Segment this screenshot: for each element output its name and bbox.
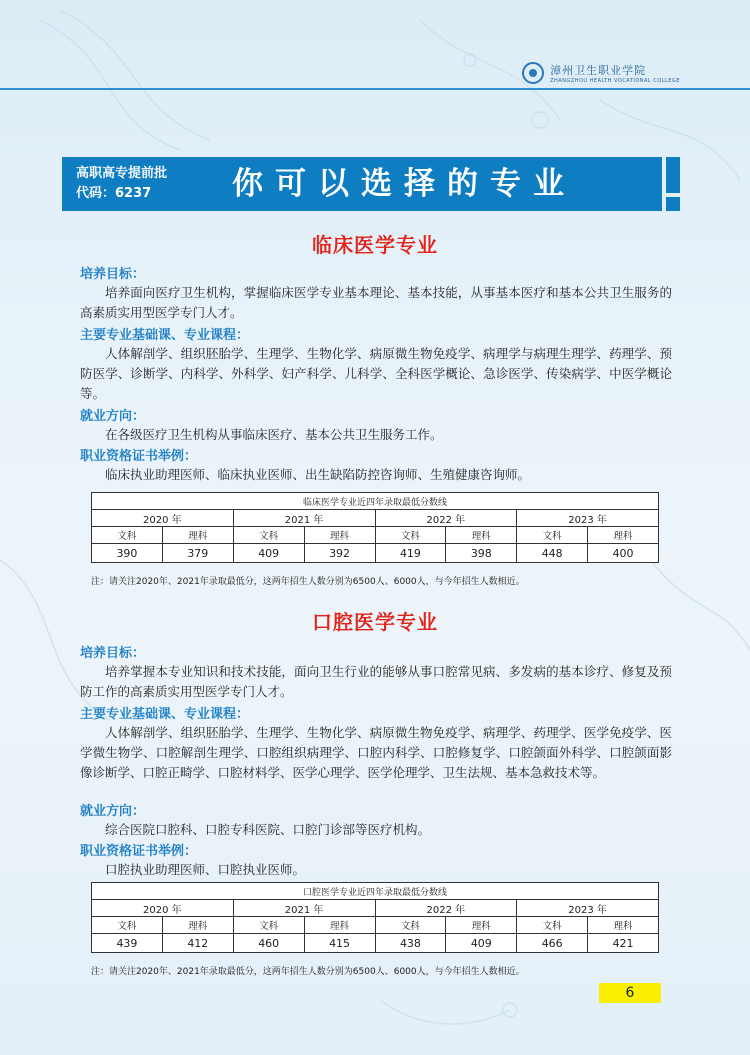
dental-goal-heading: 培养目标： <box>80 646 146 661</box>
dental-stream-cell: 文科 <box>375 917 446 934</box>
logo-name-en: ZHANGZHOU HEALTH VOCATIONAL COLLEGE <box>550 78 680 84</box>
clinical-score-cell: 392 <box>304 544 375 563</box>
dental-stream-cell: 文科 <box>92 917 163 934</box>
clinical-goal-text: 培养面向医疗卫生机构，掌握临床医学专业基本理论、基本技能，从事基本医疗和基本公共卫生服务的高素质实用型医学专门人才。 <box>80 285 672 320</box>
clinical-courses-text: 人体解剖学、组织胚胎学、生理学、生物化学、病原微生物免疫学、病理学与病理生理学、药理学、预防医学、诊断学、内科学、外科学、妇产科学、儿科学、全科医学概论、急诊医学、传染病学、中医学概论等。 <box>80 346 672 401</box>
dental-score-cell: 412 <box>162 934 233 953</box>
clinical-score-cell: 448 <box>517 544 588 563</box>
dental-score-cell: 439 <box>92 934 163 953</box>
dental-score-cell: 460 <box>233 934 304 953</box>
page-number: 6 <box>599 983 661 1003</box>
dental-cert-heading: 职业资格证书举例： <box>80 844 198 859</box>
clinical-score-cell: 400 <box>588 544 659 563</box>
dental-year-cell: 2021 年 <box>233 900 375 917</box>
banner-batch-info <box>76 164 167 204</box>
clinical-stream-cell: 理科 <box>588 527 659 544</box>
clinical-courses-heading: 主要专业基础课、专业课程： <box>80 328 250 343</box>
header-rule <box>0 88 750 90</box>
banner-title: 你可以选择的专业 <box>232 166 576 202</box>
clinical-score-cell: 398 <box>446 544 517 563</box>
dental-year-cell: 2023 年 <box>517 900 659 917</box>
dental-year-cell: 2020 年 <box>92 900 234 917</box>
clinical-cert-heading: 职业资格证书举例： <box>80 449 198 464</box>
dental-year-cell: 2022 年 <box>375 900 517 917</box>
dental-stream-cell: 理科 <box>588 917 659 934</box>
clinical-stream-cell: 文科 <box>92 527 163 544</box>
clinical-score-cell: 390 <box>92 544 163 563</box>
title-banner <box>62 157 662 211</box>
clinical-stream-cell: 文科 <box>233 527 304 544</box>
clinical-stream-cell: 文科 <box>375 527 446 544</box>
dental-table-caption: 口腔医学专业近四年录取最低分数线 <box>92 883 659 900</box>
dental-stream-cell: 文科 <box>517 917 588 934</box>
dental-score-cell: 438 <box>375 934 446 953</box>
clinical-stream-cell: 理科 <box>162 527 233 544</box>
clinical-section-title: 临床医学专业 <box>312 233 438 257</box>
dental-goal-text: 培养掌握本专业知识和技术技能，面向卫生行业的能够从事口腔常见病、多发病的基本诊疗、修复及预防工作的高素质实用型医学专门人才。 <box>80 664 672 699</box>
school-emblem-icon <box>522 62 544 84</box>
clinical-score-cell: 419 <box>375 544 446 563</box>
dental-cert-text: 口腔执业助理医师、口腔执业医师。 <box>105 862 306 877</box>
dental-score-cell: 466 <box>517 934 588 953</box>
clinical-employment-text: 在各级医疗卫生机构从事临床医疗、基本公共卫生服务工作。 <box>105 427 443 442</box>
dental-stream-cell: 文科 <box>233 917 304 934</box>
dental-score-table <box>91 882 659 953</box>
logo-name-cn: 漳州卫生职业学院 <box>550 64 647 77</box>
clinical-employment-heading: 就业方向： <box>80 409 146 424</box>
clinical-score-table <box>91 492 659 563</box>
banner-batch-label: 高职高专提前批 <box>76 166 168 181</box>
clinical-cert-text: 临床执业助理医师、临床执业医师、出生缺陷防控咨询师、生殖健康咨询师。 <box>105 467 531 482</box>
dental-score-cell: 421 <box>588 934 659 953</box>
clinical-table-caption: 临床医学专业近四年录取最低分数线 <box>92 493 659 510</box>
dental-stream-cell: 理科 <box>304 917 375 934</box>
dental-courses-text: 人体解剖学、组织胚胎学、生理学、生物化学、病原微生物免疫学、病理学、药理学、医学免疫学、医学微生物学、口腔解剖生理学、口腔组织病理学、口腔内科学、口腔修复学、口腔颌面外科学、口腔颌面影像诊断学、口腔正畸学、口腔材料学、医学心理学、医学伦理学、卫生法规、基本急救技术等。 <box>80 725 672 780</box>
clinical-year-cell: 2021 年 <box>233 510 375 527</box>
clinical-year-cell: 2023 年 <box>517 510 659 527</box>
clinical-year-cell: 2022 年 <box>375 510 517 527</box>
dental-section-title: 口腔医学专业 <box>312 610 438 634</box>
dental-employment-text: 综合医院口腔科、口腔专科医院、口腔门诊部等医疗机构。 <box>105 822 431 837</box>
dental-stream-cell: 理科 <box>446 917 517 934</box>
clinical-stream-cell: 理科 <box>304 527 375 544</box>
dental-score-cell: 415 <box>304 934 375 953</box>
banner-code-label: 代码：6237 <box>76 186 152 201</box>
clinical-stream-cell: 理科 <box>446 527 517 544</box>
clinical-goal-heading: 培养目标： <box>80 267 146 282</box>
banner-accent <box>666 157 680 211</box>
clinical-score-cell: 379 <box>162 544 233 563</box>
dental-courses-heading: 主要专业基础课、专业课程： <box>80 707 250 722</box>
clinical-table-note: 注：请关注2020年、2021年录取最低分，这两年招生人数分别为6500人、6000人，与今年招生人数相近。 <box>91 577 525 587</box>
clinical-stream-cell: 文科 <box>517 527 588 544</box>
dental-employment-heading: 就业方向： <box>80 804 146 819</box>
dental-stream-cell: 理科 <box>162 917 233 934</box>
clinical-year-cell: 2020 年 <box>92 510 234 527</box>
clinical-score-cell: 409 <box>233 544 304 563</box>
dental-table-note: 注：请关注2020年、2021年录取最低分，这两年招生人数分别为6500人、6000人，与今年招生人数相近。 <box>91 967 525 977</box>
school-logo <box>522 62 680 84</box>
dental-score-cell: 409 <box>446 934 517 953</box>
